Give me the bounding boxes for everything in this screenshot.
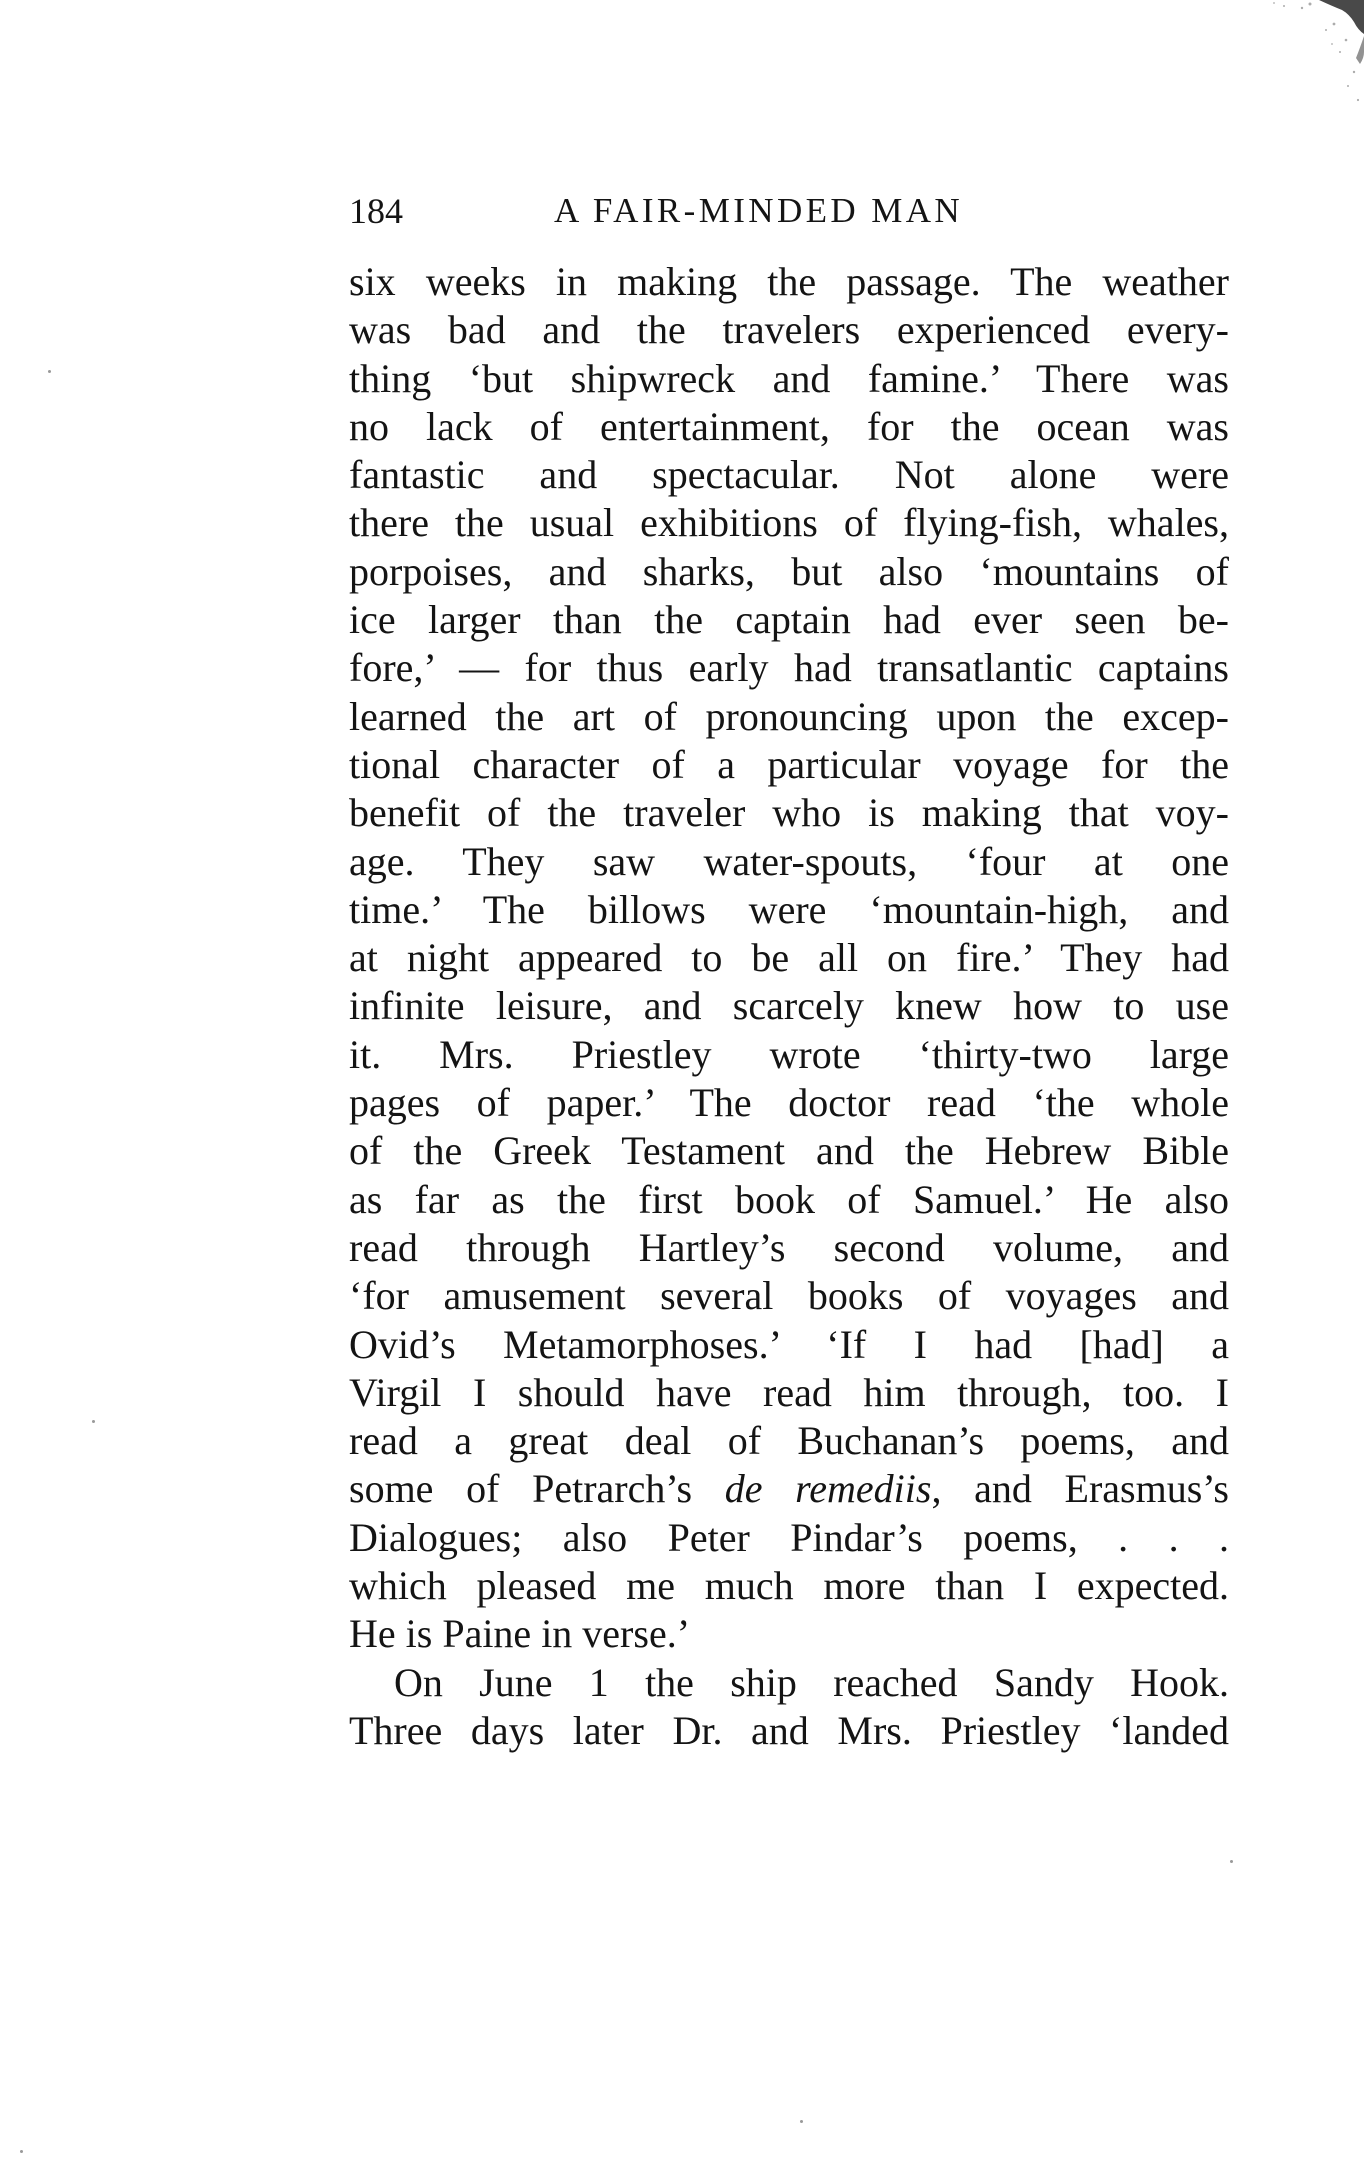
text-line: ice larger than the captain had ever seen be-	[349, 597, 1229, 643]
text-line: age. They saw water-spouts, ‘four at one	[349, 838, 1229, 884]
text-line: time.’ The billows were ‘mountain-high, and	[349, 886, 1229, 932]
body-text	[349, 258, 1229, 1755]
text-line: read through Hartley’s second volume, and	[349, 1224, 1229, 1270]
text-line: fore,’ — for thus early had transatlantic captains	[349, 645, 1229, 691]
text-fragment: some of Petrarch’s	[349, 1466, 725, 1512]
text-line: Ovid’s Metamorphoses.’ ‘If I had [had] a	[349, 1321, 1229, 1367]
page-header	[349, 183, 1229, 239]
italic-title: de remediis	[724, 1466, 932, 1512]
text-line: benefit of the traveler who is making that voy-	[349, 790, 1229, 836]
scan-dust-speck	[800, 2120, 803, 2123]
text-line: Virgil I should have read him through, too. I	[349, 1369, 1229, 1415]
text-line: there the usual exhibitions of flying-fish, whales,	[349, 500, 1229, 546]
text-line: thing ‘but shipwreck and famine.’ There was	[349, 355, 1229, 401]
text-fragment: , and Erasmus’s	[931, 1466, 1229, 1512]
text-line: no lack of entertainment, for the ocean was	[349, 403, 1229, 449]
text-line: tional character of a particular voyage for the	[349, 741, 1229, 787]
text-line: at night appeared to be all on fire.’ They had	[349, 935, 1229, 981]
scan-dust-speck	[1230, 1860, 1233, 1863]
text-line: pages of paper.’ The doctor read ‘the whole	[349, 1080, 1229, 1126]
text-line: six weeks in making the passage. The weather	[349, 259, 1229, 304]
scan-dust-speck	[20, 2150, 23, 2153]
scan-dust-speck	[92, 1420, 95, 1423]
text-line: of the Greek Testament and the Hebrew Bible	[349, 1128, 1229, 1174]
running-title: A FAIR-MINDED MAN	[554, 191, 964, 230]
scan-dust-speck	[48, 370, 51, 373]
scan-speckle-mark	[1214, 0, 1364, 140]
text-line: was bad and the travelers experienced every-	[349, 307, 1229, 353]
text-line: Dialogues; also Peter Pindar’s poems, . . .	[349, 1514, 1229, 1560]
text-line: which pleased me much more than I expected.	[349, 1563, 1229, 1609]
text-line: ‘for amusement several books of voyages and	[349, 1273, 1229, 1319]
text-line: it. Mrs. Priestley wrote ‘thirty-two large	[349, 1031, 1229, 1077]
text-line: learned the art of pronouncing upon the excep-	[349, 693, 1229, 739]
text-line: fantastic and spectacular. Not alone were	[349, 452, 1229, 498]
text-line: infinite leisure, and scarcely knew how to use	[349, 983, 1229, 1029]
page-number: 184	[349, 191, 403, 231]
paragraph-end-line: He is Paine in verse.’	[349, 1611, 691, 1657]
text-line: read a great deal of Buchanan’s poems, and	[349, 1418, 1229, 1464]
paragraph-start-line: On June 1 the ship reached Sandy Hook.	[394, 1659, 1229, 1705]
text-line: Three days later Dr. and Mrs. Priestley ‘landed	[349, 1707, 1229, 1753]
text-line: porpoises, and sharks, but also ‘mountains of	[349, 548, 1229, 594]
text-line: as far as the first book of Samuel.’ He also	[349, 1176, 1229, 1222]
text-line-with-italic	[349, 1465, 1229, 1513]
